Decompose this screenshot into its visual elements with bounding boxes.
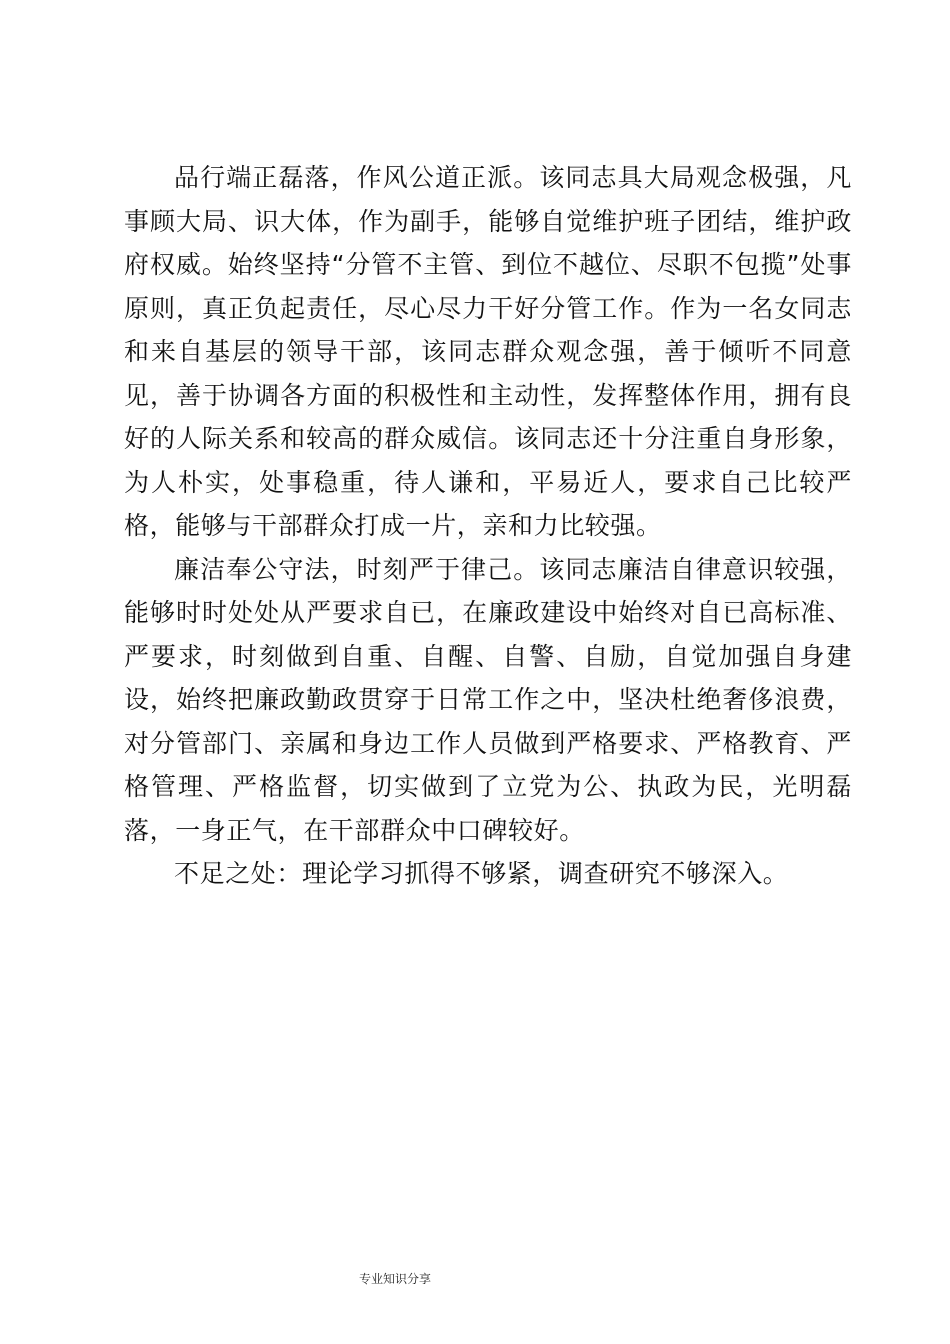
paragraph-character: 品行端正磊落，作风公道正派。该同志具大局观念极强，凡事顾大局、识大体，作为副手，能够自觉维护班子团结，维护政府权威。始终坚持“分管不主管、到位不越位、尽职不包揽”处事原则，真正负起责任，尽心尽力干好分管工作。作为一名女同志和来自基层的领导干部，该同志群众观念强，善于倾听不同意见，善于协调各方面的积极性和主动性，发挥整体作用，拥有良好的人际关系和较高的群众威信。该同志还十分注重自身形象，为人朴实，处事稳重，待人谦和，平易近人，要求自己比较严格，能够与干部群众打成一片，亲和力比较强。 (124, 163, 852, 540)
paragraph-integrity: 廉洁奉公守法，时刻严于律己。该同志廉洁自律意识较强，能够时时处处从严要求自已，在廉政建设中始终对自已高标准、严要求，时刻做到自重、自醒、自警、自励，自觉加强自身建设，始终把廉政勤政贯穿于日常工作之中，坚决杜绝奢侈浪费，对分管部门、亲属和身边工作人员做到严格要求、严格教育、严格管理、严格监督，切实做到了立党为公、执政为民，光明磊落，一身正气，在干部群众中口碑较好。 (124, 554, 852, 845)
page-footer: 专业知识分享 (358, 1272, 431, 1286)
document-body (124, 156, 852, 896)
paragraph-shortcomings: 不足之处：理论学习抓得不够紧，调查研究不够深入。 (174, 859, 789, 888)
